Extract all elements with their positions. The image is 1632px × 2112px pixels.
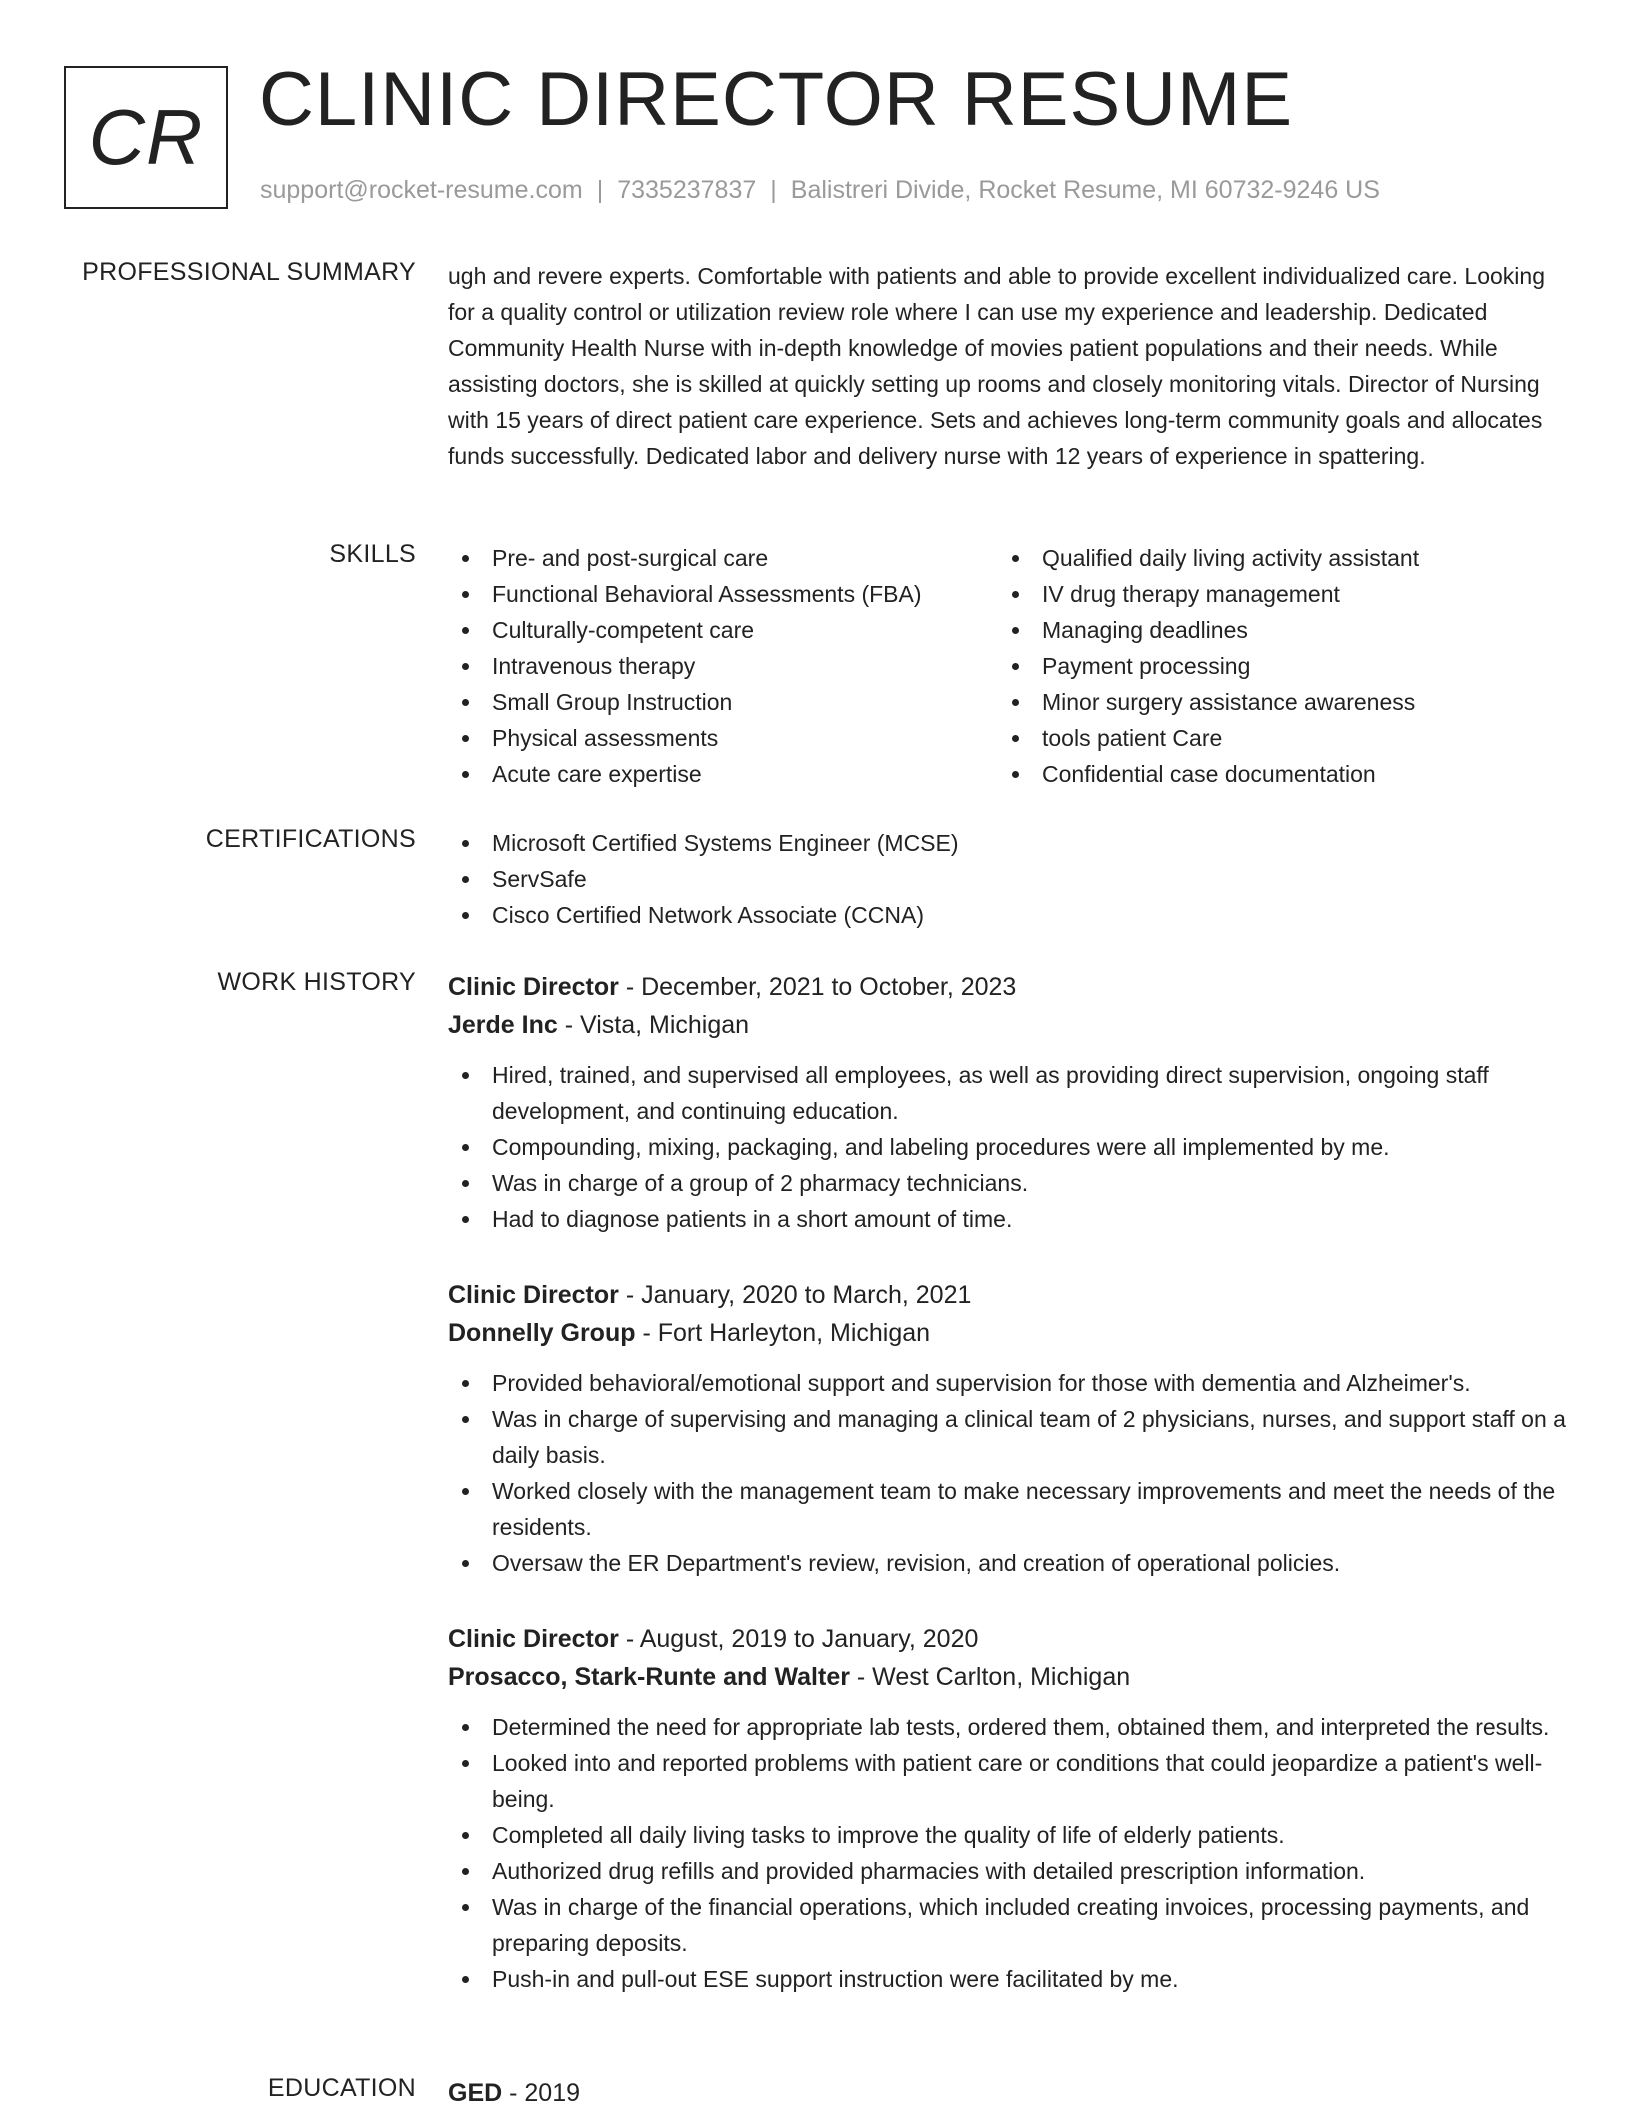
job-entry xyxy=(448,968,1578,1237)
job-company-line xyxy=(448,1314,1578,1352)
job-location: - West Carlton, Michigan xyxy=(849,1663,1131,1691)
monogram-initials: CR xyxy=(88,93,204,181)
skill-item: Culturally-competent care xyxy=(448,612,998,648)
job-bullet-item: Was in charge of supervising and managing a clinical team of 2 physicians, nurses, and support staff on a daily basis. xyxy=(448,1401,1578,1473)
skills-list-right xyxy=(998,540,1548,792)
job-title-line xyxy=(448,968,1578,1006)
section-label-work-history: WORK HISTORY xyxy=(217,968,416,996)
job-bullets xyxy=(448,1709,1578,1997)
job-bullet-item: Was in charge of the financial operations, which included creating invoices, processing payments, and preparing deposits. xyxy=(448,1889,1578,1961)
job-dates: - January, 2020 to March, 2021 xyxy=(618,1281,972,1309)
education-degree: GED xyxy=(448,2079,503,2107)
job-dates: - August, 2019 to January, 2020 xyxy=(618,1625,979,1653)
job-company-line xyxy=(448,1658,1578,1696)
skill-item: Payment processing xyxy=(998,648,1548,684)
skill-item: tools patient Care xyxy=(998,720,1548,756)
job-bullet-item: Worked closely with the management team to make necessary improvements and meet the needs of the residents. xyxy=(448,1473,1578,1545)
job-company: Donnelly Group xyxy=(448,1319,636,1347)
contact-phone: 7335237837 xyxy=(617,176,757,204)
job-location: - Vista, Michigan xyxy=(557,1011,750,1039)
job-bullet-item: Push-in and pull-out ESE support instruction were facilitated by me. xyxy=(448,1961,1578,1997)
job-dates: - December, 2021 to October, 2023 xyxy=(618,973,1017,1001)
education-year: - 2019 xyxy=(502,2079,581,2107)
job-bullet-item: Looked into and reported problems with patient care or conditions that could jeopardize a patient's well-being. xyxy=(448,1745,1578,1817)
contact-separator: | xyxy=(596,176,604,204)
section-label-education: EDUCATION xyxy=(267,2074,416,2102)
skill-item: Minor surgery assistance awareness xyxy=(998,684,1548,720)
job-bullet-item: Oversaw the ER Department's review, revision, and creation of operational policies. xyxy=(448,1545,1578,1581)
skill-item: Acute care expertise xyxy=(448,756,998,792)
contact-address: Balistreri Divide, Rocket Resume, MI 60732-9246 US xyxy=(790,176,1380,204)
section-label-summary: PROFESSIONAL SUMMARY xyxy=(82,258,416,286)
skill-item: Intravenous therapy xyxy=(448,648,998,684)
skill-item: Small Group Instruction xyxy=(448,684,998,720)
section-label-skills: SKILLS xyxy=(329,540,416,568)
job-bullet-item: Provided behavioral/emotional support and supervision for those with dementia and Alzheimer's. xyxy=(448,1365,1578,1401)
certification-item: ServSafe xyxy=(448,861,1578,897)
page-title: CLINIC DIRECTOR RESUME xyxy=(259,57,1294,142)
job-title-line xyxy=(448,1276,1578,1314)
job-company-line xyxy=(448,1006,1578,1044)
certification-item: Microsoft Certified Systems Engineer (MCSE) xyxy=(448,825,1578,861)
job-title: Clinic Director xyxy=(448,1281,619,1309)
job-bullet-item: Authorized drug refills and provided pharmacies with detailed prescription information. xyxy=(448,1853,1578,1889)
job-company: Prosacco, Stark-Runte and Walter xyxy=(448,1663,850,1691)
monogram-box xyxy=(64,66,228,209)
job-title: Clinic Director xyxy=(448,973,619,1001)
education-entry xyxy=(448,2074,1578,2112)
skill-item: Pre- and post-surgical care xyxy=(448,540,998,576)
certifications-list xyxy=(448,825,1578,933)
skill-item: Qualified daily living activity assistant xyxy=(998,540,1548,576)
contact-email: support@rocket-resume.com xyxy=(260,176,583,204)
certification-item: Cisco Certified Network Associate (CCNA) xyxy=(448,897,1578,933)
education-body xyxy=(448,2074,1578,2112)
job-company: Jerde Inc xyxy=(448,1011,558,1039)
job-entry xyxy=(448,1620,1578,1997)
job-bullet-item: Hired, trained, and supervised all employees, as well as providing direct supervision, ongoing staff development, and continuing education. xyxy=(448,1057,1578,1129)
job-title: Clinic Director xyxy=(448,1625,619,1653)
skill-item: Functional Behavioral Assessments (FBA) xyxy=(448,576,998,612)
skill-item: Physical assessments xyxy=(448,720,998,756)
job-bullet-item: Determined the need for appropriate lab tests, ordered them, obtained them, and interpreted the results. xyxy=(448,1709,1578,1745)
job-bullet-item: Compounding, mixing, packaging, and labeling procedures were all implemented by me. xyxy=(448,1129,1578,1165)
job-location: - Fort Harleyton, Michigan xyxy=(635,1319,931,1347)
skill-item: Confidential case documentation xyxy=(998,756,1548,792)
job-bullet-item: Had to diagnose patients in a short amount of time. xyxy=(448,1201,1578,1237)
contact-separator: | xyxy=(770,176,777,204)
skill-item: IV drug therapy management xyxy=(998,576,1548,612)
skills-columns xyxy=(448,540,1578,792)
summary-text: ugh and revere experts. Comfortable with patients and able to provide excellent individualized care. Looking for a quality control or utilization review role where I can use my experience and leadership. Dedicated Community Health Nurse with in-depth knowledge of movies patient populations and their needs. While assisting doctors, she is skilled at quickly setting up rooms and closely monitoring vitals. Director of Nursing with 15 years of direct patient care experience. Sets and achieves long-term community goals and allocates funds successfully. Dedicated labor and delivery nurse with 12 years of experience in spattering. xyxy=(448,263,1545,469)
job-entry xyxy=(448,1276,1578,1581)
certifications-body xyxy=(448,825,1578,933)
skills-list-left xyxy=(448,540,998,792)
job-bullet-item: Was in charge of a group of 2 pharmacy technicians. xyxy=(448,1165,1578,1201)
job-bullets xyxy=(448,1365,1578,1581)
summary-body xyxy=(448,258,1578,474)
section-label-certifications: CERTIFICATIONS xyxy=(205,825,416,853)
job-bullets xyxy=(448,1057,1578,1237)
skill-item: Managing deadlines xyxy=(998,612,1548,648)
contact-line xyxy=(260,176,1380,205)
job-title-line xyxy=(448,1620,1578,1658)
job-bullet-item: Completed all daily living tasks to improve the quality of life of elderly patients. xyxy=(448,1817,1578,1853)
